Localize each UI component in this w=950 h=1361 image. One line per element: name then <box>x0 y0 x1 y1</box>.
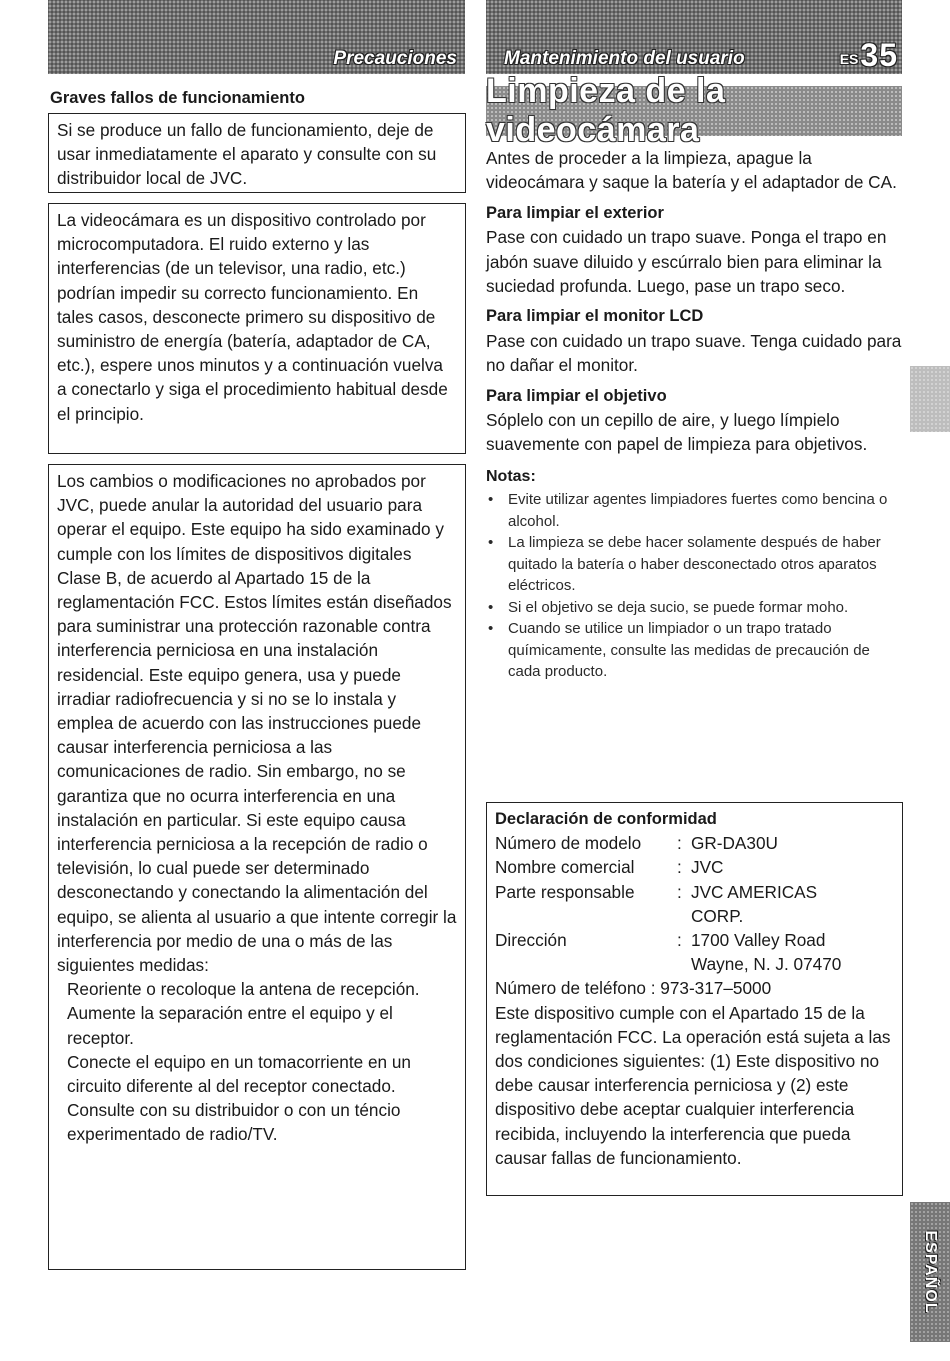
page-lang: ES <box>839 51 859 67</box>
declaration-row-model: Número de modelo : GR-DA30U <box>495 831 894 855</box>
declaration-row-trade-name: Nombre comercial : JVC <box>495 855 894 879</box>
microcomputer-text: La videocámara es un dispositivo controlado por microcomputadora. El ruido externo y las interferencias (de un televisor, una radio, etc.) podrían impedir su correcto funcionamiento. En tales casos, desconecte primero su dispositivo de suministro de energía (batería, adaptador de CA, etc.), espere unos minutos y a continuación vuelva a conectarlo y siga el procedimiento habitual desde el principio. <box>57 210 448 424</box>
declaration-text: Este dispositivo cumple con el Apartado 15 de la reglamentación FCC. La operación está sujeta a las dos condiciones siguientes: (1) Este dispositivo no debe causar interferencia perniciosa y (2) este dispositivo debe aceptar cualquier interferencia recibida, incluyendo la interferencia que pueda causar fallas de funcionamiento. <box>495 1002 891 1168</box>
fcc-text: Los cambios o modificaciones no aprobados por JVC, puede anular la autoridad del usuario para operar el equipo. Este equipo ha sido examinado y cumple con los límites de dispositivos digitales Clase B, de acuerdo al Apartado 15 de la reglamentación FCC. Estos límites están diseñados para suministrar una protección razonable contra interferencia perniciosa en una instalación residencial. Este equipo genera, usa y puede irradiar radiofrecuencia y si no se lo instala y emplea de acuerdo con las instrucciones puede causar interferencia perniciosa a las comunicaciones de radio. Sin embargo, no se garantiza que no ocurra interferencia en una instalación en particular. Si este equipo causa interferencia perniciosa a la recepción de radio o televisión, lo cual puede ser determinado desconectando y conectando la alimentación del equipo, se alienta al usuario a que intente corregir la interferencia por medio de una o más de las siguientes medidas: <box>57 471 457 976</box>
microcomputer-box <box>48 203 466 454</box>
notes-title: Notas: <box>486 467 536 485</box>
header-band-right <box>486 0 902 74</box>
declaration-key: Dirección <box>495 930 567 951</box>
declaration-box <box>486 802 903 1196</box>
declaration-value: 1700 Valley Road Wayne, N. J. 07470 <box>691 930 842 975</box>
page-number <box>840 32 898 72</box>
declaration-value: JVC <box>691 857 724 878</box>
note-item: • Cuando se utilice un limpiador o un trapo tratado químicamente, consulte las medidas de precaución de cada producto. <box>486 618 906 683</box>
cleaning-content <box>486 146 906 683</box>
section-heading-lcd: Para limpiar el monitor LCD <box>486 307 704 326</box>
declaration-phone: Número de teléfono : 973-317–5000 <box>495 978 772 999</box>
declaration-title: Declaración de conformidad <box>495 810 717 828</box>
malfunction-heading: Graves fallos de funcionamiento <box>50 89 305 107</box>
declaration-value: GR-DA30U <box>691 833 778 854</box>
declaration-value: JVC AMERICAS CORP. <box>691 881 818 926</box>
section-title-mantenimiento: Mantenimiento del usuario <box>504 48 745 69</box>
declaration-row-responsible: Parte responsable : JVC AMERICAS CORP. <box>495 880 894 928</box>
note-item: • Si el objetivo se deja sucio, se puede formar moho. <box>486 597 906 619</box>
malfunction-text: Si se produce un fallo de funcionamiento, deje de usar inmediatamente el aparato y consulte con su distribuidor local de JVC. <box>57 120 437 189</box>
section-heading-objetivo: Para limpiar el objetivo <box>486 386 667 405</box>
fcc-measure: Reoriente o recoloque la antena de recepción. <box>67 979 420 1000</box>
header-band-left <box>48 0 465 74</box>
declaration-row-address: Dirección : 1700 Valley Road Wayne, N. J. 07470 <box>495 928 894 976</box>
cleaning-intro: Antes de proceder a la limpieza, apague la videocámara y saque la batería y el adaptador de CA. <box>486 148 897 193</box>
page-number-value: 35 <box>860 37 898 73</box>
fcc-measure: Conecte el equipo en un tomacorriente en un circuito diferente al del receptor conectado. <box>67 1051 411 1097</box>
section-text-lcd: Pase con cuidado un trapo suave. Tenga cuidado para no dañar el monitor. <box>486 330 902 376</box>
side-tab-language <box>910 1202 950 1342</box>
malfunction-box <box>48 113 466 193</box>
note-item: • Evite utilizar agentes limpiadores fuertes como bencina o alcohol. <box>486 489 906 532</box>
declaration-key: Nombre comercial <box>495 857 635 878</box>
fcc-measure: Consulte con su distribuidor o con un téncio experimentado de radio/TV. <box>67 1100 401 1145</box>
fcc-box <box>48 464 466 1270</box>
note-item: • La limpieza se debe hacer solamente después de haber quitado la batería o haber desconectado otros aparatos eléctricos. <box>486 532 906 597</box>
section-heading-exterior: Para limpiar el exterior <box>486 203 664 222</box>
section-text-objetivo: Sóplelo con un cepillo de aire, y luego límpielo suavemente con papel de limpieza para objetivos. <box>486 410 868 455</box>
language-label: ESPAÑOL <box>922 1230 939 1314</box>
section-title-precauciones: Precauciones <box>333 48 457 69</box>
section-text-exterior: Pase con cuidado un trapo suave. Ponga el trapo en jabón suave diluido y escúrralo bien para eliminar la suciedad profunda. Luego, pase un trapo seco. <box>486 227 887 297</box>
notes-list <box>486 489 906 683</box>
side-tab-marker <box>910 366 950 432</box>
cleaning-title: Limpieza de la videocámara <box>486 72 726 149</box>
cleaning-title-banner <box>486 72 902 149</box>
fcc-measure: Aumente la separación entre el equipo y el receptor. <box>67 1003 393 1048</box>
declaration-key: Parte responsable <box>495 881 635 902</box>
declaration-key: Número de modelo <box>495 833 642 854</box>
